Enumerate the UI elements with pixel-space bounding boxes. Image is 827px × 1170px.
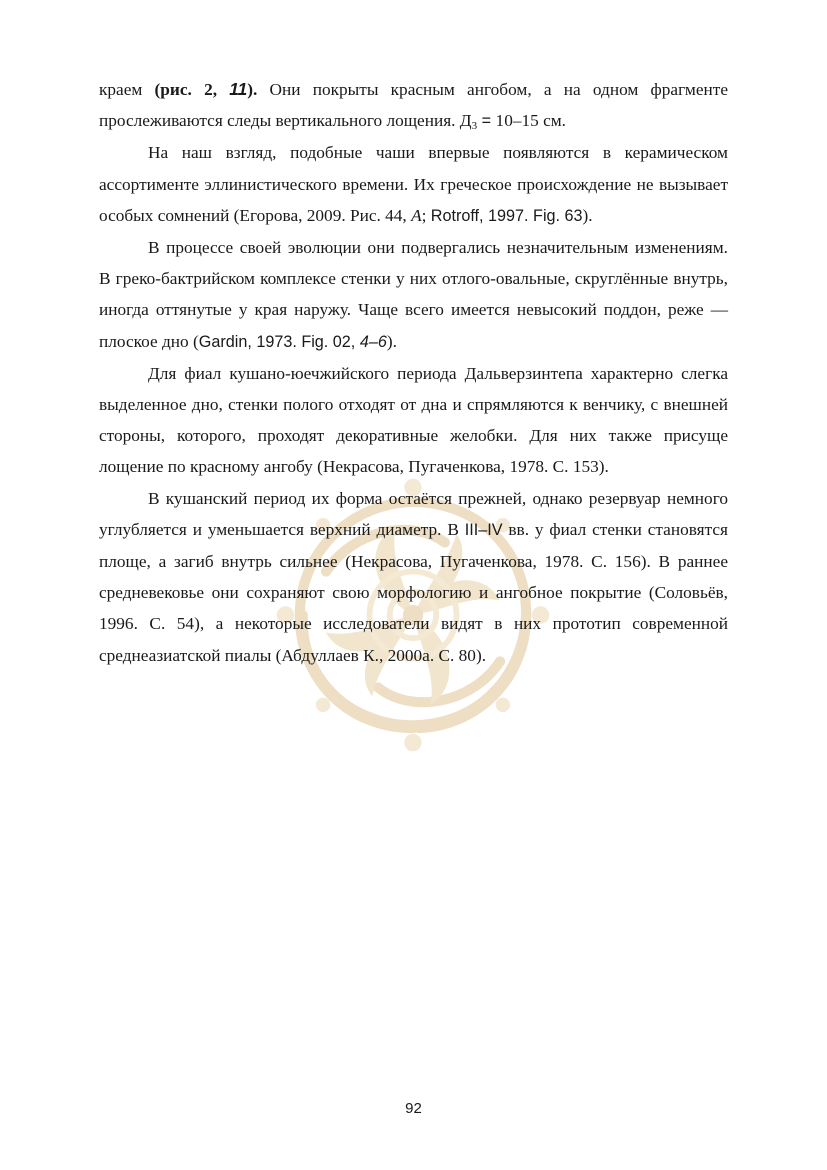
paragraph-2: На наш взгляд, подобные чаши впервые появляются в керамическом ассортименте эллинистического времени. Их греческое происхождение не вызывает особых сомнений (Егорова, 2009. Рис. 44, А; Rotroff, 1997. Fig. 63). [99,143,728,225]
body-text [99,74,728,671]
paragraph-3: В процессе своей эволюции они подвергались незначительным изменениям. В греко-бактрийском комплексе стенки у них отлого-овальные, скруглённые внутрь, иногда оттянутые у края наружу. Чаще всего имеется невысокий поддон, реже — плоское дно (Gardin, 1973. Fig. 02, 4–6). [99,238,728,351]
page-number: 92 [405,1100,422,1117]
figure-reference: (рис. 2, 11). [154,79,258,99]
paragraph-4: Для фиал кушано-юечжийского периода Дальверзинтепа характерно слегка выделенное дно, стенки полого отходят от дна и спрямляются к венчику, с внешней стороны, которого, проходят декоративные желобки. Для них также присуще лощение по красному ангобу (Некрасова, Пугаченкова, 1978. С. 153). [99,363,728,477]
paragraph-5: В кушанский период их форма остаётся прежней, однако резервуар немного углубляется и уменьшается верхний диаметр. В III–IV вв. у фиал стенки становятся площе, а загиб внутрь сильнее (Некрасова, Пугаченкова, 1978. С. 156). В раннее средневековье они сохраняют свою морфологию и ангобное покрытие (Соловьёв, 1996. С. 54), а некоторые исследователи видят в них прототип современной среднеазиатской пиалы (Абдуллаев К., 2000а. С. 80). [99,488,728,665]
paragraph-1: краем (рис. 2, 11). Они покрыты красным ангобом, а на одном фрагменте прослеживаются следы вертикального лощения. $Д_3 = 10-15$ см. [99,79,729,133]
